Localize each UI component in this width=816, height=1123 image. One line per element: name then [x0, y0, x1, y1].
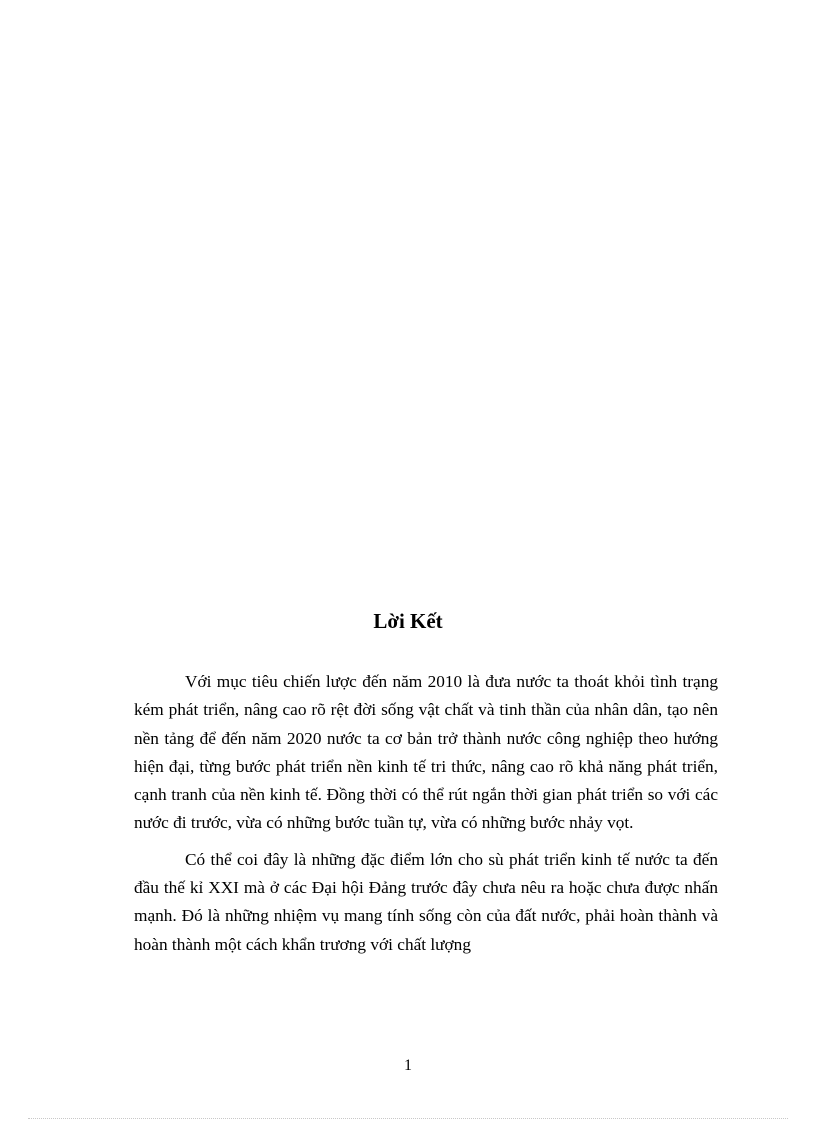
body-text: [134, 668, 718, 959]
page-bottom-rule: [28, 1118, 788, 1119]
page-number: 1: [404, 1057, 412, 1074]
paragraph-1: Với mục tiêu chiến lược đến năm 2010 là đưa nước ta thoát khỏi tình trạng kém phát triển, nâng cao rõ rệt đời sống vật chất và tinh thần của nhân dân, tạo nên nền tảng để đến năm 2020 nước ta cơ bản trở thành nước công nghiệp theo hướng hiện đại, từng bước phát triển nền kinh tế tri thức, nâng cao rõ khả năng phát triển, cạnh tranh của nền kinh tế. Đồng thời có thể rút ngắn thời gian phát triển so với các nước đi trước, vừa có những bước tuần tự, vừa có những bước nhảy vọt.: [134, 672, 718, 833]
page-title: Lời Kết: [373, 609, 443, 633]
paragraph-2: Có thể coi đây là những đặc điểm lớn cho sù phát triển kinh tế nước ta đến đầu thế kỉ XXI mà ở các Đại hội Đảng trước đây chưa nêu ra hoặc chưa được nhấn mạnh. Đó là những nhiệm vụ mang tính sống còn của đất nước, phải hoàn thành và hoàn thành một cách khẩn trương với chất lượng: [134, 849, 718, 954]
